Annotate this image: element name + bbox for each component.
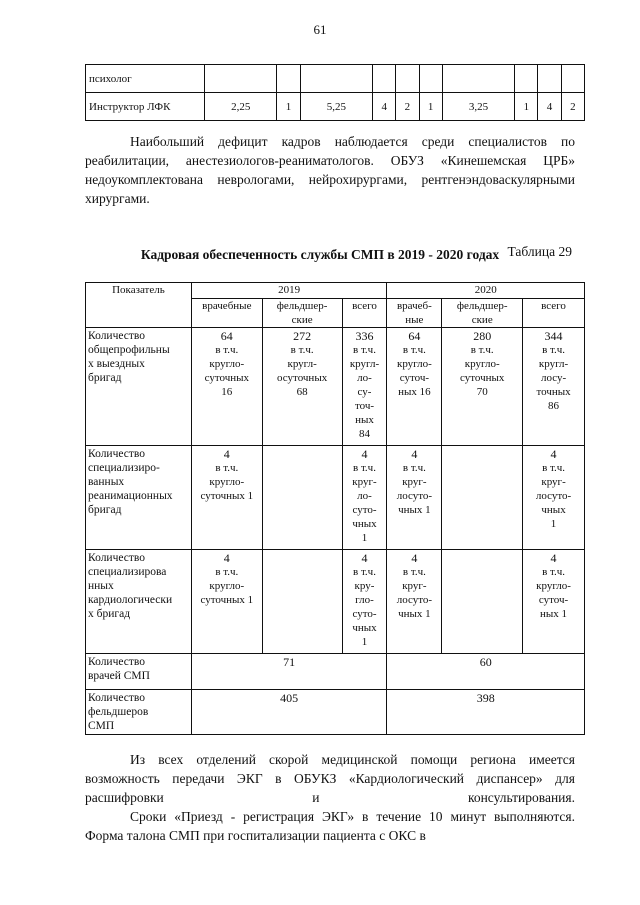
table-cell	[373, 65, 396, 93]
row-label: Количество специализиро- ванных реанимационных бригад	[86, 446, 192, 550]
table-row	[86, 654, 585, 690]
cell-note: в т.ч. кругло- суточ- ных 1	[536, 566, 571, 620]
table-cell	[342, 328, 387, 446]
paragraph-ecg	[85, 750, 575, 807]
cell-value: 4	[411, 447, 418, 461]
cell-value: 280	[473, 329, 492, 343]
merged-cell-2020: 398	[387, 690, 585, 735]
table-cell	[191, 328, 262, 446]
table-title: Кадровая обеспеченность службы СМП в 2019 - 2020 годах	[140, 247, 500, 262]
subheader-cell: врачеб- ные	[387, 299, 442, 328]
cell-value: 4	[223, 447, 230, 461]
table-cell: 1	[515, 93, 538, 121]
table-cell	[419, 65, 442, 93]
cell-value: 64	[220, 329, 233, 343]
table-cell	[523, 550, 585, 654]
table-row	[86, 93, 585, 121]
cell-note: в т.ч. кругл- осуточных 68	[277, 344, 328, 398]
cell-note: в т.ч. круг- ло- суто- чных 1	[352, 462, 377, 544]
subheader-cell: врачебные	[191, 299, 262, 328]
table-row	[86, 328, 585, 446]
cell-note: в т.ч. кругл- лосу- точных 86	[536, 344, 571, 412]
table-cell: 4	[373, 93, 396, 121]
paragraph-deficit	[85, 132, 575, 208]
cell-value: 336	[355, 329, 374, 343]
table-cell: 2	[561, 93, 584, 121]
table-cell: 5,25	[300, 93, 372, 121]
table-cell	[387, 550, 442, 654]
subheader-cell: всего	[342, 299, 387, 328]
cell-value: 4	[361, 447, 368, 461]
table-cell	[515, 65, 538, 93]
row-label: Количество специализирова нных кардиологически х бригад	[86, 550, 192, 654]
table-row	[86, 550, 585, 654]
table-cell: 2	[396, 93, 419, 121]
row-label: Количество общепрофильны х выездных бригад	[86, 328, 192, 446]
table-cell: 1	[419, 93, 442, 121]
table-cell	[277, 65, 300, 93]
cell-note: в т.ч. круг- лосуто- чных 1	[535, 462, 572, 530]
subheader-cell: фельдшер- ские	[262, 299, 342, 328]
table-row	[86, 690, 585, 735]
table-cell	[387, 446, 442, 550]
merged-cell-2020: 60	[387, 654, 585, 690]
table-cell	[561, 65, 584, 93]
table-cell	[191, 550, 262, 654]
cell-value: 4	[550, 551, 557, 565]
cell-note: в т.ч. кругл- ло- су- точ- ных 84	[349, 344, 380, 440]
cell-value: 272	[293, 329, 312, 343]
cell-note: в т.ч. кругло- суточных 70	[459, 344, 505, 398]
paragraph-deficit-text: Наибольший дефицит кадров наблюдается среди специалистов по реабилитации, анестезиологов-реаниматологов. ОБУЗ «Кинешемская ЦРБ» недоукомплектована неврологами, нейрохирургами, рентгенэндоваскулярными хирургами.	[85, 134, 575, 206]
table-cell	[538, 65, 561, 93]
row-label: Количество врачей СМП	[86, 654, 192, 690]
merged-cell-2019: 71	[191, 654, 387, 690]
table-cell	[442, 328, 523, 446]
cell-note: в т.ч. круг- лосуто- чных 1	[396, 462, 433, 516]
cell-value: 4	[361, 551, 368, 565]
cell-note: в т.ч. кру- гло- суто- чных 1	[352, 566, 377, 648]
table-cell: 3,25	[442, 93, 514, 121]
table-row	[86, 65, 585, 93]
table-cell: 1	[277, 93, 300, 121]
table-cell	[342, 550, 387, 654]
table-cell	[262, 328, 342, 446]
subheader-cell: фельдшер- ские	[442, 299, 523, 328]
merged-cell-2019: 405	[191, 690, 387, 735]
table-cell: 4	[538, 93, 561, 121]
subheader-cell: всего	[523, 299, 585, 328]
table-row	[86, 446, 585, 550]
paragraph-timing	[85, 807, 575, 845]
table-caption: Таблица 29	[507, 244, 572, 259]
header-year-2019: 2019	[191, 283, 387, 299]
table-cell	[442, 446, 523, 550]
table-cell	[205, 65, 277, 93]
table-cell	[387, 328, 442, 446]
cell-value: 4	[550, 447, 557, 461]
table-cell	[442, 65, 514, 93]
table-cell	[191, 446, 262, 550]
cell-note: в т.ч. кругло- суточ- ных 16	[396, 344, 432, 398]
cell-note: в т.ч. кругло- суточных 1	[200, 566, 254, 606]
table-cell	[262, 550, 342, 654]
table-cell: 2,25	[205, 93, 277, 121]
cell-value: 4	[411, 551, 418, 565]
table-cell	[300, 65, 372, 93]
staffing-table-continued	[85, 64, 585, 121]
cell-value: 4	[223, 551, 230, 565]
header-year-2020: 2020	[387, 283, 585, 299]
table-cell	[342, 446, 387, 550]
cell-value: 64	[408, 329, 421, 343]
page-number: 61	[313, 22, 327, 37]
table-cell	[396, 65, 419, 93]
cell-note: в т.ч. кругло- суточных 16	[204, 344, 250, 398]
paragraph-ecg-text: Из всех отделений скорой медицинской помощи региона имеется возможность передачи ЭКГ в ОБУКЗ «Кардиологический диспансер» для расшифровки и консультирования.	[85, 752, 575, 805]
paragraph-timing-text: Сроки «Приезд - регистрация ЭКГ» в течение 10 минут выполняются. Форма талона СМП при госпитализации пациента с ОКС в	[85, 809, 575, 843]
table-cell	[262, 446, 342, 550]
row-label: психолог	[86, 65, 205, 93]
table-cell	[523, 328, 585, 446]
row-label: Инструктор ЛФК	[86, 93, 205, 121]
cell-note: в т.ч. круг- лосуто- чных 1	[396, 566, 433, 620]
cell-value: 344	[544, 329, 563, 343]
top-table-body	[86, 65, 585, 121]
header-indicator: Показатель	[86, 283, 192, 328]
row-label: Количество фельдшеров СМП	[86, 690, 192, 735]
cell-note: в т.ч. кругло- суточных 1	[200, 462, 254, 502]
smp-staffing-table	[85, 282, 585, 735]
table-cell	[442, 550, 523, 654]
table-cell	[523, 446, 585, 550]
